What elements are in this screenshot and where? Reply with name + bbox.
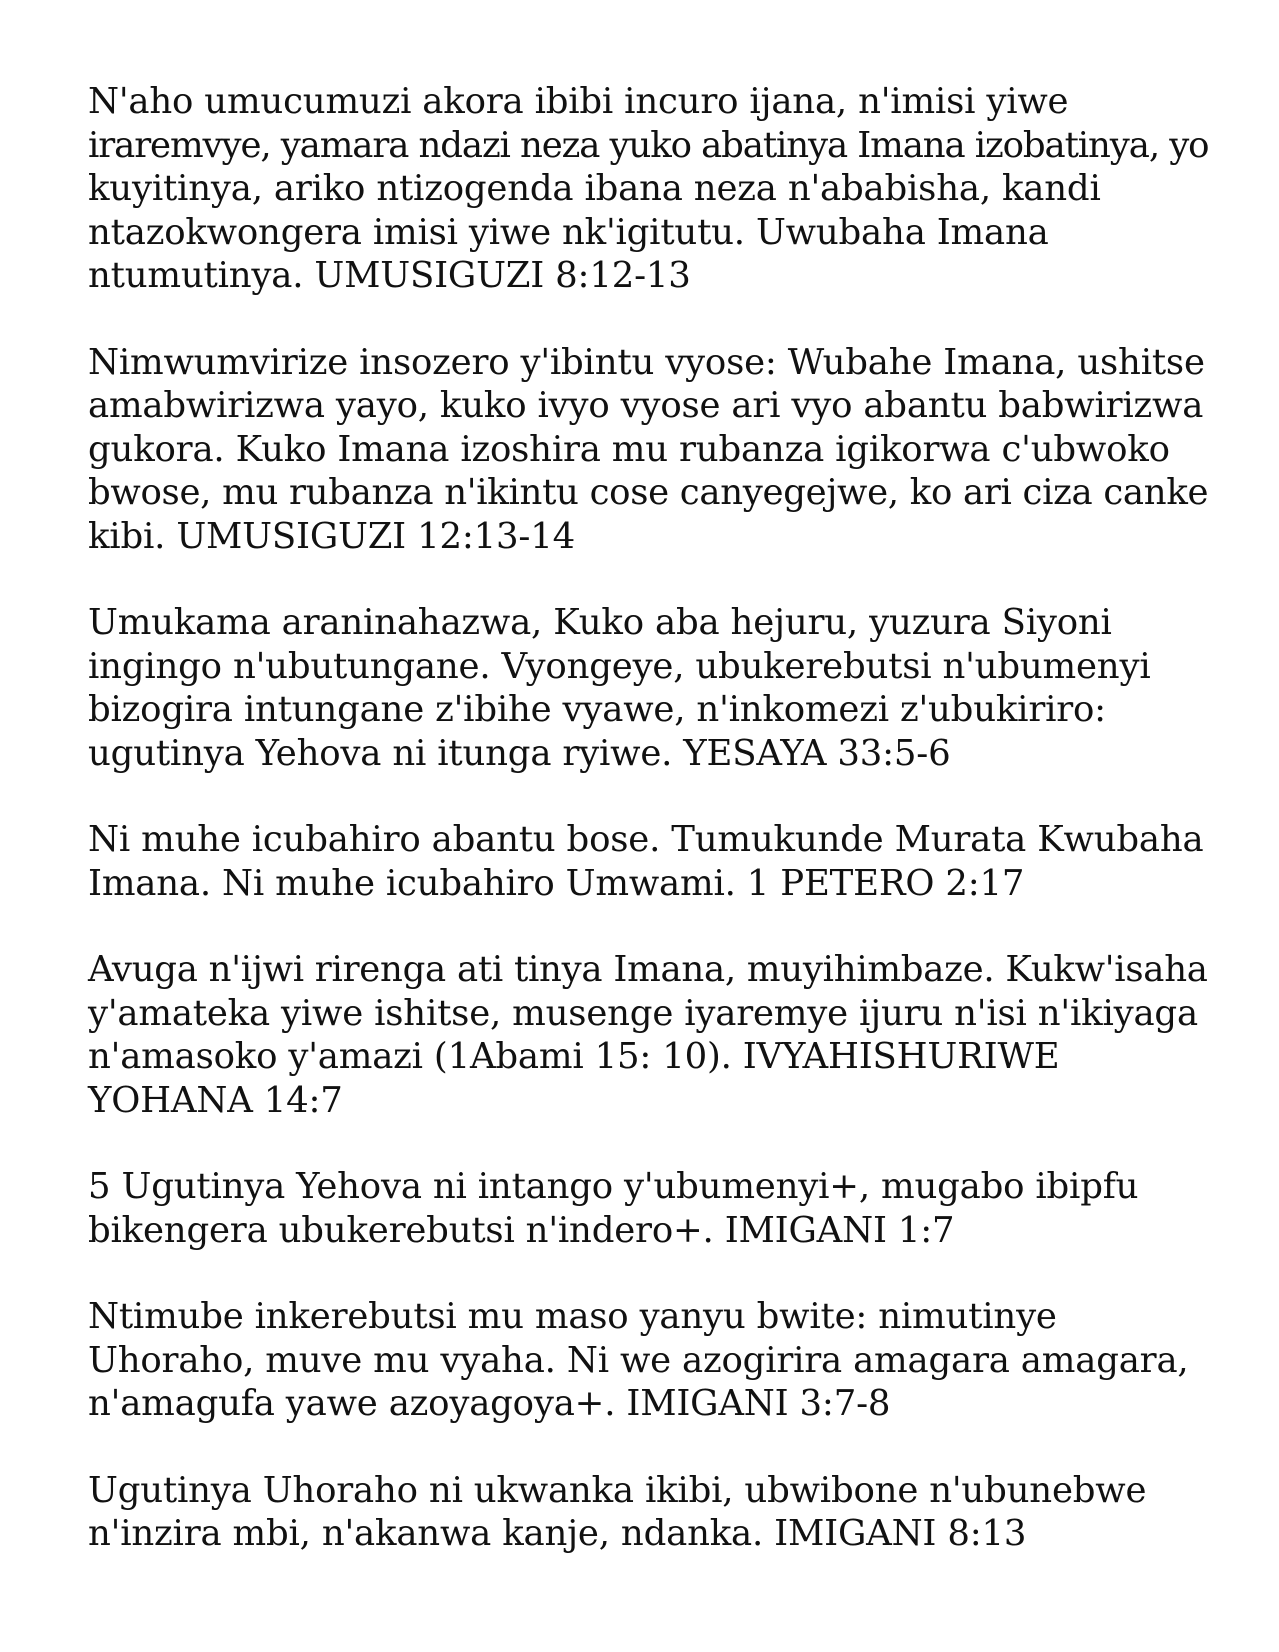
text-line: amabwirizwa yayo, kuko ivyo vyose ari vyo abantu babwirizwa	[88, 385, 1204, 426]
text-line: ntazokwongera imisi yiwe nk'igitutu. Uwubaha Imana	[88, 211, 1049, 253]
text-line: 5 Ugutinya Yehova ni intango y'ubumenyi+, mugabo ibipfu	[88, 1166, 1139, 1207]
text-line: YOHANA 14:7	[88, 1079, 343, 1121]
text-line: n'inzira mbi, n'akanwa kanje, ndanka. IMIGANI 8:13	[88, 1513, 1027, 1554]
verse-paragraph-5	[88, 948, 1208, 1122]
text-line: N'aho umucumuzi akora ibibi incuro ijana, n'imisi yiwe	[88, 81, 1069, 122]
text-line: bizogira intungane z'ibihe vyawe, n'inkomezi z'ubukiriro:	[88, 689, 1106, 730]
verse-paragraph-6	[88, 1165, 1208, 1252]
text-line: Umukama araninahazwa, Kuko aba hejuru, yuzura Siyoni	[88, 602, 1112, 643]
text-line: ugutinya Yehova ni itunga ryiwe. YESAYA 33:5-6	[88, 732, 951, 774]
text-line: Ntimube inkerebutsi mu maso yanyu bwite: nimutinye	[88, 1296, 1057, 1337]
document-page	[88, 80, 1208, 1599]
text-line: bikengera ubukerebutsi n'indero+. IMIGANI 1:7	[88, 1209, 955, 1251]
text-line: kibi. UMUSIGUZI 12:13-14	[88, 515, 575, 557]
text-line: gukora. Kuko Imana izoshira mu rubanza igikorwa c'ubwoko	[88, 428, 1170, 470]
verse-paragraph-3	[88, 601, 1208, 775]
text-line: Imana. Ni muhe icubahiro Umwami. 1 PETERO 2:17	[88, 862, 1025, 904]
text-line: Ni muhe icubahiro abantu bose. Tumukunde Murata Kwubaha	[88, 819, 1204, 860]
text-line: Avuga n'ijwi rirenga ati tinya Imana, muyihimbaze. Kukw'isaha	[88, 949, 1208, 990]
text-line: Ugutinya Uhoraho ni ukwanka ikibi, ubwibone n'ubunebwe	[88, 1469, 1147, 1511]
verse-paragraph-4	[88, 818, 1208, 905]
text-line: n'amasoko y'amazi (1Abami 15: 10). IVYAHISHURIWE	[88, 1036, 1060, 1077]
text-line: Nimwumvirize insozero y'ibintu vyose: Wubahe Imana, ushitse	[88, 341, 1205, 383]
text-line: n'amagufa yawe azoyagoya+. IMIGANI 3:7-8	[88, 1383, 891, 1424]
verse-paragraph-1	[88, 80, 1208, 298]
text-line: bwose, mu rubanza n'ikintu cose canyegejwe, ko ari ciza canke	[88, 472, 1209, 513]
text-line: iraremvye, yamara ndazi neza yuko abatinya Imana izobatinya, yo	[88, 124, 1209, 166]
text-line: y'amateka yiwe ishitse, musenge iyaremye ijuru n'isi n'ikiyaga	[88, 992, 1198, 1034]
verse-paragraph-2	[88, 341, 1208, 559]
text-line: Uhoraho, muve mu vyaha. Ni we azogirira amagara amagara,	[88, 1339, 1189, 1381]
text-line: ntumutinya. UMUSIGUZI 8:12-13	[88, 255, 691, 296]
text-line: ingingo n'ubutungane. Vyongeye, ubukerebutsi n'ubumenyi	[88, 645, 1151, 687]
verse-paragraph-8	[88, 1469, 1208, 1556]
verse-paragraph-7	[88, 1295, 1208, 1426]
text-line: kuyitinya, ariko ntizogenda ibana neza n'ababisha, kandi	[88, 168, 1101, 209]
